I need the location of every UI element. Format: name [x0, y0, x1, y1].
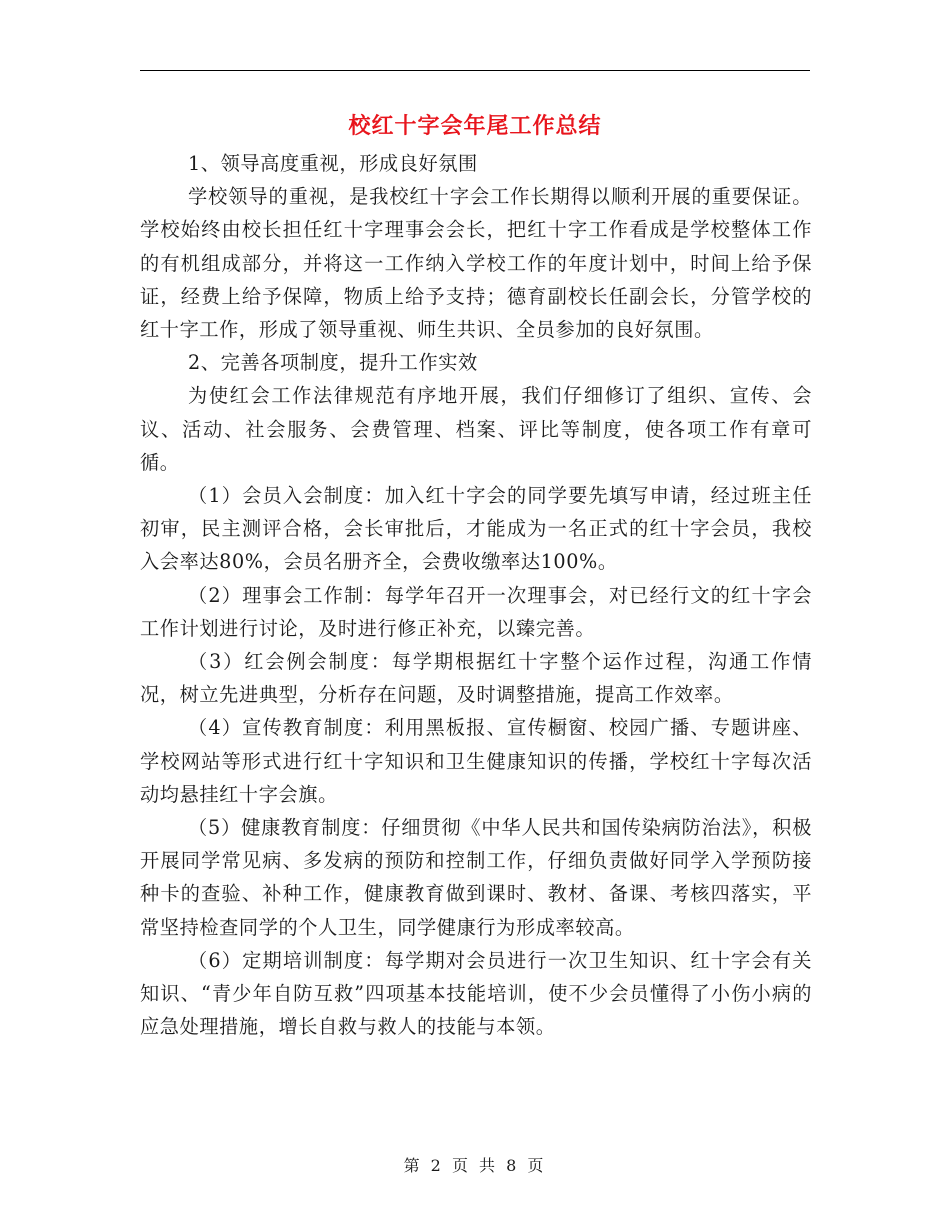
- rule-item-2: （2）理事会工作制：每学年召开一次理事会，对已经行文的红十字会工作计划进行讨论，及时进行修正补充，以臻完善。: [140, 583, 812, 640]
- section-heading-1: 1、领导高度重视，形成良好氛围: [188, 152, 478, 175]
- header-rule: [140, 70, 810, 71]
- document-body: [140, 147, 812, 1043]
- rule-item-3: （3）红会例会制度：每学期根据红十字整个运作过程，沟通工作情况，树立先进典型，分析存在问题，及时调整措施，提高工作效率。: [140, 650, 812, 707]
- rule-item-4: （4）宣传教育制度：利用黑板报、宣传橱窗、校园广播、专题讲座、学校网站等形式进行红十字知识和卫生健康知识的传播，学校红十字每次活动均悬挂红十字会旗。: [140, 716, 812, 806]
- rule-item-1: （1）会员入会制度：加入红十字会的同学要先填写申请，经过班主任初审，民主测评合格，会长审批后，才能成为一名正式的红十字会员，我校入会率达80%，会员名册齐全，会费收缴率达100%。: [140, 484, 812, 574]
- rule-item-6: （6）定期培训制度：每学期对会员进行一次卫生知识、红十字会有关知识、“青少年自防互救”四项基本技能培训，使不少会员懂得了小伤小病的应急处理措施，增长自救与救人的技能与本领。: [140, 948, 812, 1039]
- paragraph: 学校领导的重视，是我校红十字会工作长期得以顺利开展的重要保证。学校始终由校长担任红十字理事会会长，把红十字工作看成是学校整体工作的有机组成部分，并将这一工作纳入学校工作的年度计划中，时间上给予保证，经费上给予保障，物质上给予支持；德育副校长任副会长，分管学校的红十字工作，形成了领导重视、师生共识、全员参加的良好氛围。: [140, 185, 812, 342]
- rule-item-5: （5）健康教育制度：仔细贯彻《中华人民共和国传染病防治法》，积极开展同学常见病、多发病的预防和控制工作，仔细负责做好同学入学预防接种卡的查验、补种工作，健康教育做到课时、教材、备课、考核四落实，平常坚持检查同学的个人卫生，同学健康行为形成率较高。: [140, 816, 812, 939]
- document-title: 校红十字会年尾工作总结: [348, 113, 602, 139]
- paragraph: 为使红会工作法律规范有序地开展，我们仔细修订了组织、宣传、会议、活动、社会服务、会费管理、档案、评比等制度，使各项工作有章可循。: [140, 384, 812, 474]
- page-number: 第 2 页 共 8 页: [403, 1156, 547, 1175]
- section-heading-2: 2、完善各项制度，提升工作实效: [188, 351, 478, 375]
